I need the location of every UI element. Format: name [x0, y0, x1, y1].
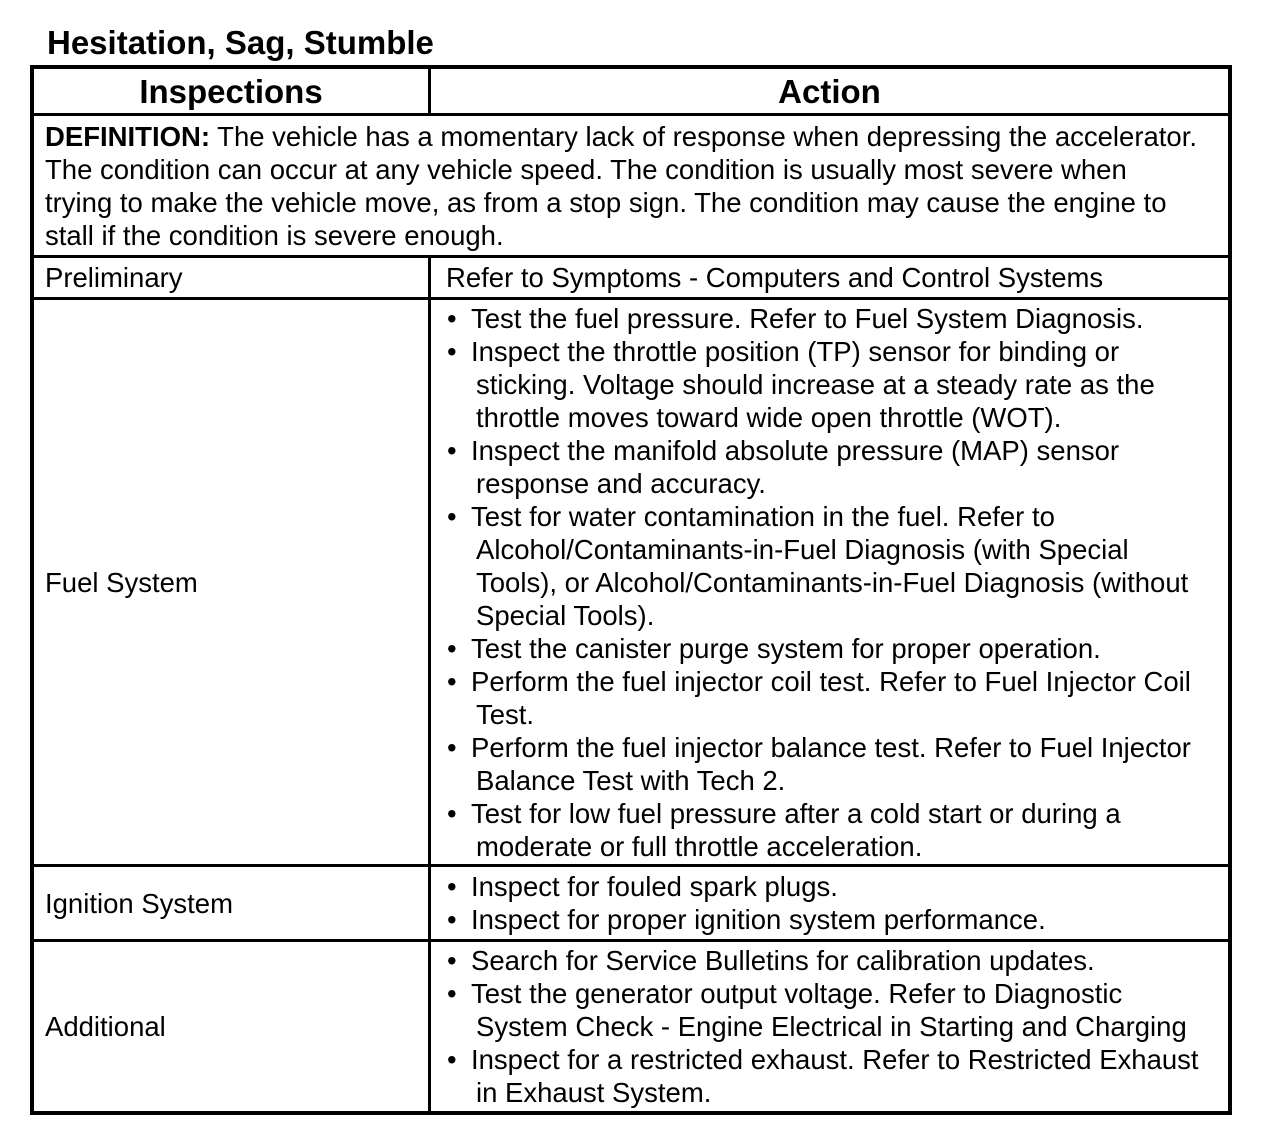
bullet-line: Test the generator output voltage. Refer to Diagnostic — [471, 978, 1123, 1009]
bullet-line: Inspect for fouled spark plugs. — [471, 871, 838, 902]
bullet-marker: • — [447, 665, 457, 697]
bullet-line: Test for water contamination in the fuel. Refer to — [471, 500, 1055, 532]
bullet-line: sticking. Voltage should increase at a steady rate as the — [476, 368, 1155, 400]
bullet-marker: • — [447, 1044, 457, 1075]
row-action-fuel-system — [431, 300, 1228, 867]
bullet-line: Special Tools). — [476, 599, 655, 631]
bullet-line: Inspect for a restricted exhaust. Refer to Restricted Exhaust — [471, 1044, 1199, 1075]
bullet-marker: • — [447, 904, 457, 935]
row-label-additional: Additional — [34, 942, 431, 1111]
bullet-line: Test. — [476, 698, 535, 730]
bullet-item — [447, 500, 1191, 632]
row-label-preliminary: Preliminary — [34, 258, 431, 300]
header-inspections: Inspections — [34, 69, 431, 116]
bullet-marker: • — [447, 797, 457, 829]
bullet-line: Inspect for proper ignition system performance. — [471, 904, 1046, 935]
definition-line — [45, 120, 1197, 153]
bullet-marker: • — [447, 500, 457, 532]
bullet-item — [447, 335, 1191, 434]
bullet-line: Alcohol/Contaminants-in-Fuel Diagnosis (with Special — [476, 533, 1129, 565]
row-action-preliminary: Refer to Symptoms - Computers and Control Systems — [431, 258, 1228, 300]
bullet-line: System Check - Engine Electrical in Starting and Charging — [476, 1011, 1187, 1042]
bullet-line: throttle moves toward wide open throttle (WOT). — [476, 401, 1062, 433]
definition-line: The condition can occur at any vehicle speed. The condition is usually most severe when — [45, 153, 1127, 185]
row-action-additional — [431, 942, 1228, 1111]
bullet-item — [447, 797, 1191, 863]
bullet-marker: • — [447, 731, 457, 763]
definition-label: DEFINITION: — [45, 120, 210, 152]
bullet-item — [447, 731, 1191, 797]
bullet-item — [447, 632, 1191, 665]
definition-line: trying to make the vehicle move, as from a stop sign. The condition may cause the engine to — [45, 186, 1167, 218]
bullet-item — [447, 977, 1199, 1043]
bullet-item — [447, 434, 1191, 500]
bullet-line: Balance Test with Tech 2. — [476, 764, 786, 796]
bullet-line: Perform the fuel injector balance test. Refer to Fuel Injector — [471, 731, 1191, 763]
header-action: Action — [431, 69, 1228, 116]
bullet-item — [447, 1043, 1199, 1109]
page-title: Hesitation, Sag, Stumble — [47, 24, 434, 61]
bullet-list — [447, 302, 1191, 863]
row-label-ignition-system: Ignition System — [34, 867, 431, 942]
bullet-marker: • — [447, 335, 457, 367]
diagnostic-table — [30, 65, 1232, 1115]
definition-text — [45, 120, 1197, 252]
bullet-line: Test the canister purge system for proper operation. — [471, 632, 1101, 664]
bullet-line: Perform the fuel injector coil test. Refer to Fuel Injector Coil — [471, 665, 1191, 697]
bullet-line: response and accuracy. — [476, 467, 766, 499]
bullet-line: Test for low fuel pressure after a cold start or during a — [471, 797, 1121, 829]
bullet-item — [447, 665, 1191, 731]
bullet-item — [447, 302, 1191, 335]
bullet-item — [447, 870, 1046, 903]
bullet-list — [447, 870, 1046, 936]
bullet-marker: • — [447, 632, 457, 664]
definition-line-text: The vehicle has a momentary lack of response when depressing the accelerator. — [217, 120, 1197, 152]
row-action-ignition-system — [431, 867, 1228, 942]
bullet-item — [447, 903, 1046, 936]
bullet-line: Test the fuel pressure. Refer to Fuel System Diagnosis. — [471, 302, 1144, 334]
definition-line: stall if the condition is severe enough. — [45, 219, 504, 251]
bullet-list — [447, 944, 1199, 1109]
row-label-fuel-system: Fuel System — [34, 300, 431, 867]
bullet-line: Inspect the throttle position (TP) sensor for binding or — [471, 335, 1120, 367]
bullet-marker: • — [447, 302, 457, 334]
bullet-marker: • — [447, 945, 457, 976]
bullet-marker: • — [447, 871, 457, 902]
bullet-line: Tools), or Alcohol/Contaminants-in-Fuel Diagnosis (without — [476, 566, 1189, 598]
bullet-line: Inspect the manifold absolute pressure (MAP) sensor — [471, 434, 1120, 466]
bullet-item — [447, 944, 1199, 977]
bullet-line: in Exhaust System. — [476, 1077, 712, 1108]
bullet-marker: • — [447, 978, 457, 1009]
bullet-line: Search for Service Bulletins for calibration updates. — [471, 945, 1095, 976]
bullet-marker: • — [447, 434, 457, 466]
bullet-line: moderate or full throttle acceleration. — [476, 830, 923, 862]
definition-cell — [34, 116, 1228, 258]
